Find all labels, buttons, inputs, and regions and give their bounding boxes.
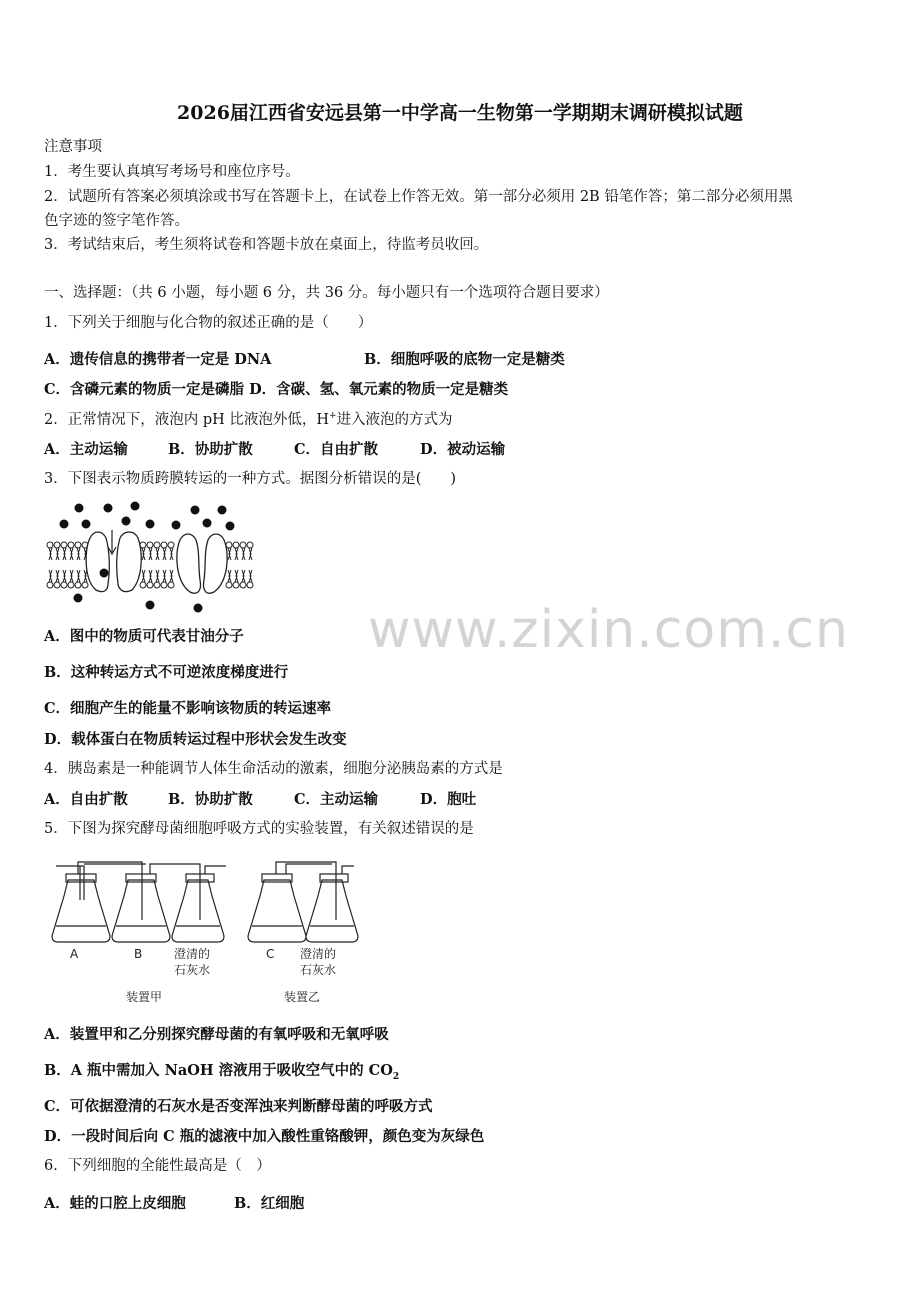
notice-item: 1．考生要认真填写考场号和座位序号。 bbox=[44, 164, 300, 180]
question-5-option-a: A．装置甲和乙分别探究酵母菌的有氧呼吸和无氧呼吸 bbox=[44, 1026, 389, 1043]
question-5-stem: 5．下图为探究酵母菌细胞呼吸方式的实验装置，有关叙述错误的是 bbox=[44, 821, 474, 837]
membrane-transport-figure bbox=[44, 500, 259, 610]
question-2-stem-part: 2．正常情况下，液泡内 pH 比液泡外低，H bbox=[44, 411, 330, 428]
question-2-stem bbox=[44, 411, 453, 429]
question-2-option: B．协助扩散 bbox=[168, 441, 253, 458]
question-4-option: C．主动运输 bbox=[294, 791, 379, 808]
question-6-stem: 6．下列细胞的全能性最高是（ ） bbox=[44, 1158, 271, 1174]
question-3-option: B．这种转运方式不可逆浓度梯度进行 bbox=[44, 664, 289, 681]
question-3-option: A．图中的物质可代表甘油分子 bbox=[44, 628, 244, 645]
question-4-option: D．胞吐 bbox=[420, 791, 477, 808]
question-3-option: D．载体蛋白在物质转运过程中形状会发生改变 bbox=[44, 731, 347, 748]
question-1-option-cd: C．含磷元素的物质一定是磷脂 D．含碳、氢、氧元素的物质一定是糖类 bbox=[44, 381, 509, 398]
page-title: 2026届江西省安远县第一中学高一生物第一学期期末调研模拟试题 bbox=[177, 102, 743, 124]
question-2-option: D．被动运输 bbox=[420, 441, 506, 458]
watermark: www.zixin.com.cn bbox=[368, 600, 849, 660]
question-2-stem-part: 进入液泡的方式为 bbox=[336, 411, 453, 428]
question-1-option-b: B．细胞呼吸的底物一定是糖类 bbox=[364, 351, 565, 368]
notice-heading: 注意事项 bbox=[44, 139, 102, 155]
notice-item: 2．试题所有答案必须填涂或书写在答题卡上，在试卷上作答无效。第一部分必须用 2B 铅笔作答；第二部分必须用黑 bbox=[44, 189, 793, 205]
question-4-stem: 4．胰岛素是一种能调节人体生命活动的激素，细胞分泌胰岛素的方式是 bbox=[44, 761, 503, 777]
figure-label-lime-water: 澄清的 bbox=[300, 947, 337, 961]
figure-label-b: B bbox=[134, 947, 143, 961]
question-1-option-a: A．遗传信息的携带者一定是 DNA bbox=[44, 351, 272, 368]
notice-item: 3．考试结束后，考生须将试卷和答题卡放在桌面上，待监考员收回。 bbox=[44, 237, 489, 253]
figure-caption-apparatus-2: 装置乙 bbox=[284, 990, 321, 1004]
question-4-option: A．自由扩散 bbox=[44, 791, 128, 808]
figure-caption-apparatus-1: 装置甲 bbox=[126, 990, 163, 1004]
question-5-option-d: D．一段时间后向 C 瓶的滤液中加入酸性重铬酸钾，颜色变为灰绿色 bbox=[44, 1128, 485, 1145]
question-2-option: A．主动运输 bbox=[44, 441, 128, 458]
figure-label-a: A bbox=[70, 947, 79, 961]
question-6-option-b: B．红细胞 bbox=[234, 1195, 305, 1212]
question-5-option-c: C．可依据澄清的石灰水是否变浑浊来判断酵母菌的呼吸方式 bbox=[44, 1098, 433, 1115]
question-4-option: B．协助扩散 bbox=[168, 791, 253, 808]
question-1-stem: 1．下列关于细胞与化合物的叙述正确的是（ ） bbox=[44, 315, 373, 331]
question-5-option-b-text: B．A 瓶中需加入 NaOH 溶液用于吸收空气中的 CO bbox=[44, 1062, 393, 1079]
subscript: 2 bbox=[392, 1071, 400, 1082]
question-6-option-a: A．蛙的口腔上皮细胞 bbox=[44, 1195, 186, 1212]
figure-label-lime-water: 石灰水 bbox=[300, 963, 337, 977]
yeast-respiration-apparatus-figure bbox=[50, 860, 370, 1010]
question-2-option: C．自由扩散 bbox=[294, 441, 379, 458]
figure-label-lime-water: 澄清的 bbox=[174, 947, 211, 961]
question-3-stem: 3．下图表示物质跨膜转运的一种方式。据图分析错误的是( ) bbox=[44, 471, 457, 487]
superscript: + bbox=[329, 411, 337, 421]
section-heading: 一、选择题：（共 6 小题，每小题 6 分，共 36 分。每小题只有一个选项符合题目要求） bbox=[44, 285, 609, 301]
notice-item: 色字迹的签字笔作答。 bbox=[44, 213, 189, 229]
question-3-option: C．细胞产生的能量不影响该物质的转运速率 bbox=[44, 700, 332, 717]
figure-label-lime-water: 石灰水 bbox=[174, 963, 211, 977]
question-5-option-b bbox=[44, 1062, 399, 1083]
figure-label-c: C bbox=[266, 947, 275, 961]
